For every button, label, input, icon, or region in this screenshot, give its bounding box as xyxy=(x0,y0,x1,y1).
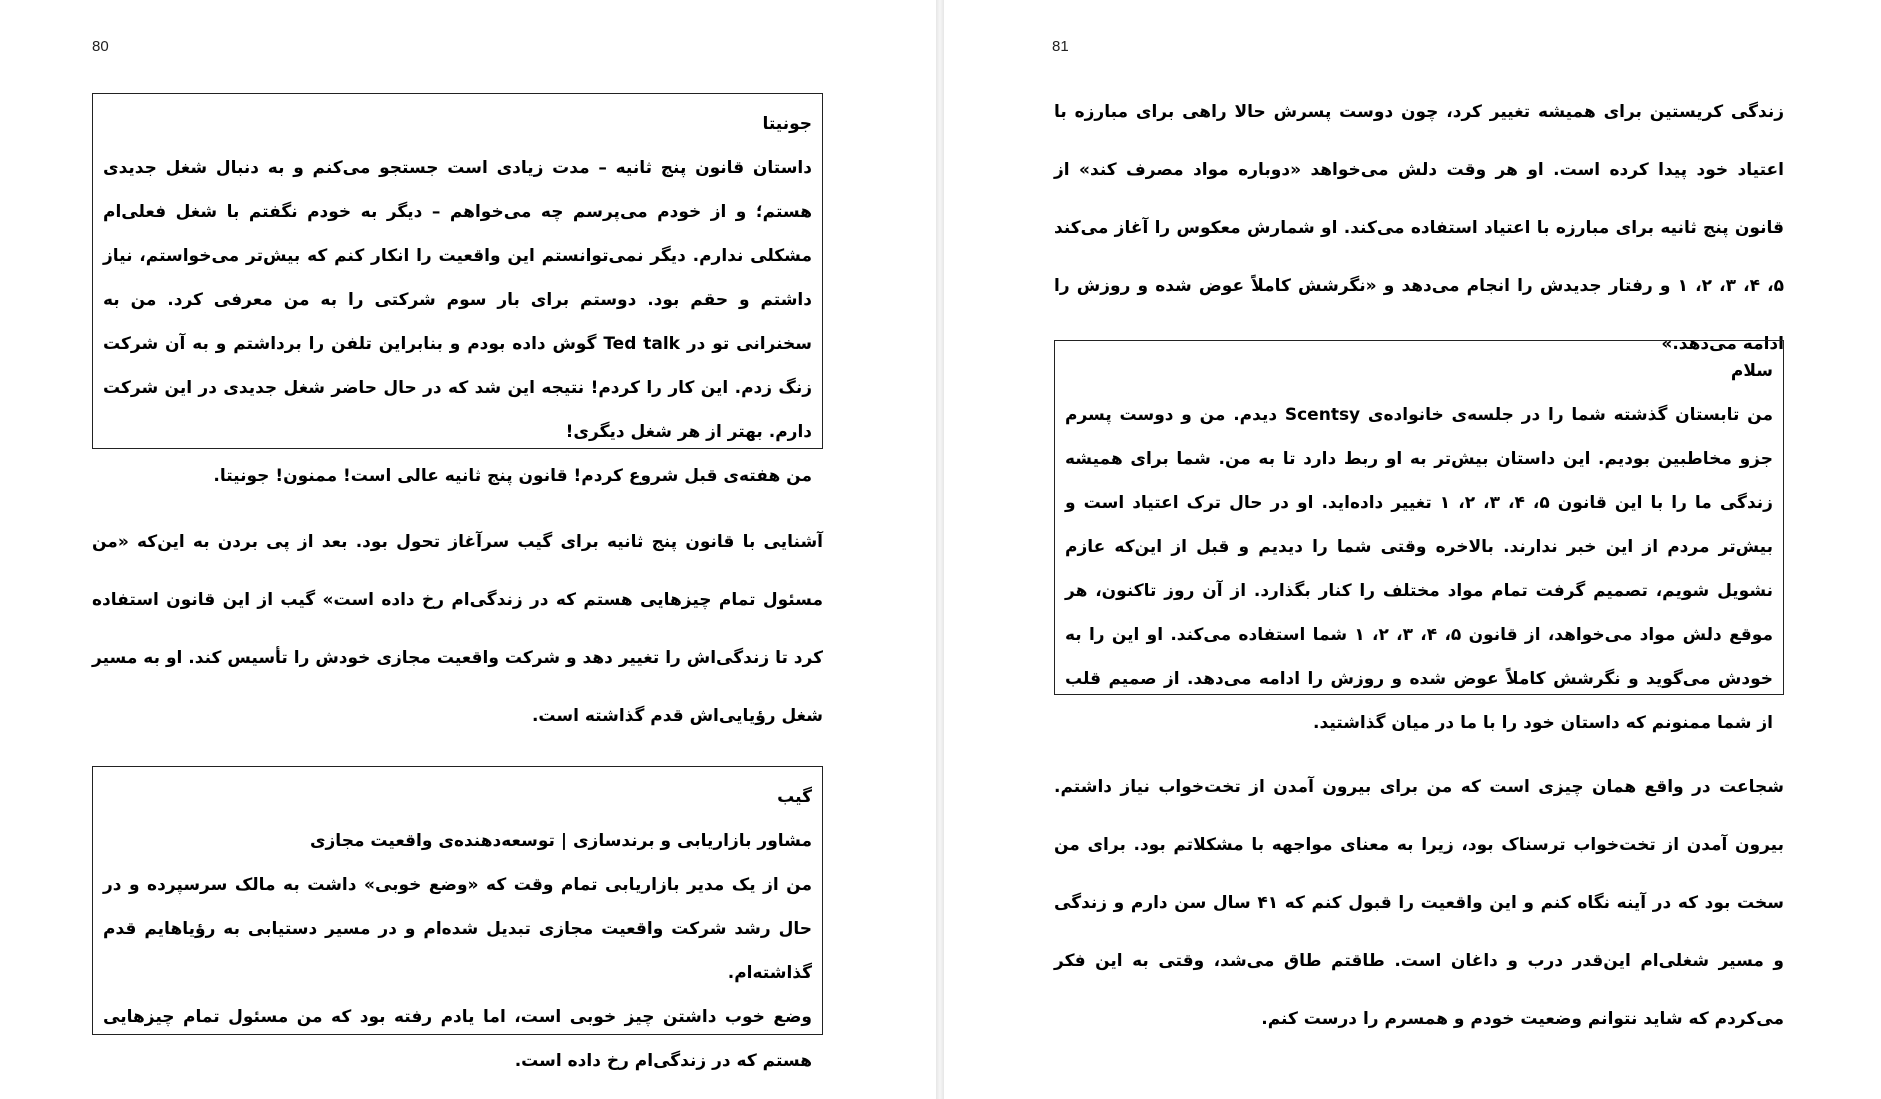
box-body: داستان قانون پنج ثانیه – مدت زیادی است جستجو می‌کنم و به دنبال شغل جدیدی هستم؛ و از خودم می‌پرسم چه می‌خواهم – دیگر به خودم نگفتم با شغل فعلی‌ام مشکلی ندارم. دیگر نمی‌توانستم این واقعیت را انکار کنم که بیش‌تر می‌خواستم، نیاز داشتم و حقم بود. دوستم برای بار سوم شرکتی را به من معرفی کرد. من به سخنرانی تو در Ted talk گوش داده بودم و بنابراین تلفن را برداشتم و به آن شرکت زنگ زدم. این کار را کردم! نتیجه این شد که در حال حاضر شغل جدیدی در این شرکت دارم. بهتر از هر شغل دیگری! xyxy=(103,158,813,442)
testimonial-box-gabe xyxy=(92,766,823,1071)
paragraph-text: آشنایی با قانون پنج ثانیه برای گیب سرآغاز تحول بود. بعد از پی بردن به این‌که «من مسئول تمام چیزهایی هستم که در زندگی‌ام رخ داده است» گیب از این قانون استفاده کرد تا زندگی‌اش را تغییر دهد و شرکت واقعیت مجازی خودش را تأسیس کند. او به مسیر شغل رؤیایی‌اش قدم گذاشته است. xyxy=(92,532,823,726)
body-paragraph xyxy=(92,513,823,745)
box-title: گیب xyxy=(777,787,812,807)
book-gutter xyxy=(936,0,944,1099)
page-left xyxy=(0,0,936,1099)
testimonial-box-junita xyxy=(92,93,823,486)
page-right xyxy=(944,0,1880,1099)
paragraph-text: شجاعت در واقع همان چیزی است که من برای بیرون آمدن از تخت‌خواب نیاز داشتم. بیرون آمدن از تخت‌خواب ترسناک بود، زیرا به معنای مواجهه با مشکلاتم بود. برای من سخت بود که در آینه نگاه کنم و این واقعیت را قبول کنم که ۴۱ سال سن دارم و زندگی و مسیر شغلی‌ام این‌قدر درب و داغان است. طاقتم طاق می‌شد، وقتی به این فکر می‌کردم که شاید نتوانم وضعیت خودم و همسرم را درست کنم. xyxy=(1054,777,1784,1029)
paragraph-text: زندگی کریستین برای همیشه تغییر کرد، چون دوست پسرش حالا راهی برای مبارزه با اعتیاد خود پیدا کرده است. او هر وقت دلش می‌خواهد «دوباره مواد مصرف کند» از قانون پنج ثانیه برای مبارزه با اعتیاد استفاده می‌کند. او شمارش معکوس را آغاز می‌کند ۵، ۴، ۳، ۲، ۱ و رفتار جدیدش را انجام می‌دهد و «نگرشش کاملاً عوض شده و روزش را ادامه می‌دهد.» xyxy=(1054,102,1784,354)
body-paragraph xyxy=(1054,83,1784,373)
box-subtitle: مشاور بازاریابی و برندسازی | توسعه‌دهنده‌ی واقعیت مجازی xyxy=(309,831,812,851)
page-number: 81 xyxy=(1052,38,1069,55)
body-paragraph xyxy=(1054,758,1784,1048)
box-body: من از یک مدیر بازاریابی تمام وقت که «وضع خوبی» داشت به مالک سرسپرده و در حال رشد شرکت واقعیت مجازی تبدیل شده‌ام و در مسیر دستیابی به رؤیاهایم قدم گذاشته‌ام. xyxy=(103,875,812,983)
box-body: وضع خوب داشتن چیز خوبی است، اما یادم رفته بود که من مسئول تمام چیزهایی هستم که در زندگی‌ام رخ داده است. xyxy=(103,1007,812,1071)
box-title: سلام xyxy=(1730,361,1773,381)
testimonial-box-hello xyxy=(1054,340,1784,733)
box-closing: من هفته‌ی قبل شروع کردم! قانون پنج ثانیه عالی است! ممنون! جونیتا. xyxy=(213,466,812,486)
box-title: جونیتا xyxy=(762,114,812,134)
box-body: من تابستان گذشته شما را در جلسه‌ی خانواده‌ی Scentsy دیدم. من و دوست پسرم جزو مخاطبین بودیم. این داستان بیش‌تر به او ربط دارد تا به من. شما برای همیشه زندگی ما را با این قانون ۵، ۴، ۳، ۲، ۱ تغییر داده‌اید. او در حال ترک اعتیاد است و بیش‌تر مردم از این خبر ندارند. بالاخره وقتی شما را دیدیم و قبل از این‌که عازم نشویل شویم، تصمیم گرفت تمام مواد مختلف را کنار بگذارد. از آن روز تاکنون، هر موقع دلش مواد می‌خواهد، از قانون ۵، ۴، ۳، ۲، ۱ شما استفاده می‌کند. او این را به خودش می‌گوید و نگرشش کاملاً عوض شده و روزش را ادامه می‌دهد. از صمیم قلب از شما ممنونم که داستان خود را با ما در میان گذاشتید. xyxy=(1065,405,1773,733)
page-number: 80 xyxy=(92,38,109,55)
